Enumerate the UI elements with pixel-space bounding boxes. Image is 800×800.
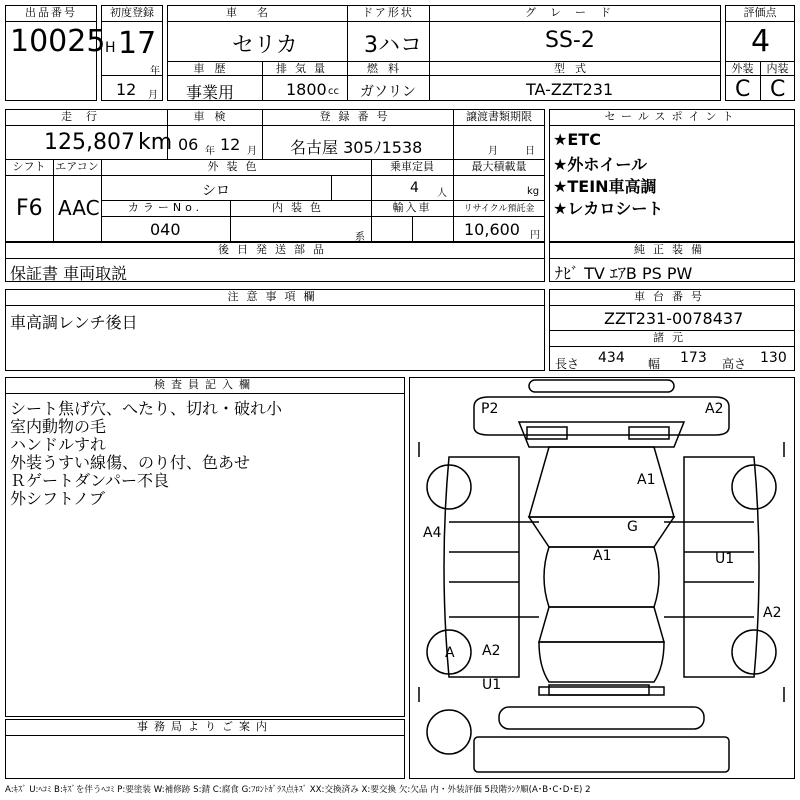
height: 130 (760, 350, 787, 366)
headlight-left (527, 427, 567, 439)
reg-label: 登録番号 (319, 110, 396, 123)
load-label: 最大積載量 (471, 160, 527, 173)
transfer-day-unit: 日 (525, 146, 535, 157)
mark-P2: P2 (481, 401, 499, 417)
inspector-line-2: 室内動物の毛 (10, 417, 107, 436)
mileage-label: 走行 (61, 110, 111, 123)
mark-A-wheel: A (445, 645, 455, 661)
sales-points-label: セールスポイント (604, 110, 740, 123)
model-label: 型式 (554, 62, 596, 75)
mileage-unit: km (138, 130, 173, 155)
transfer-month-unit: 月 (488, 146, 498, 157)
shift: F6 (16, 196, 43, 221)
rear-glass (539, 607, 664, 642)
equipment: ﾅﾋﾞ TV ｴｱB PS PW (555, 264, 693, 283)
chassis-divider3 (549, 346, 795, 347)
equip-divider (549, 258, 795, 259)
later-divider (5, 258, 545, 259)
inspector-line-6: 外シフトノブ (10, 489, 106, 508)
row1-line1 (167, 21, 721, 22)
chassis-label: 車台番号 (634, 290, 710, 303)
score-line1 (725, 21, 795, 22)
score-label: 評価点 (743, 6, 777, 19)
inspection-year-unit: 年 (205, 146, 215, 157)
chassis-number: ZZT231-0078437 (604, 309, 744, 328)
color-label: 外装色 (207, 160, 265, 173)
rear-bumper (499, 707, 704, 729)
door-type: 3ハコ (364, 33, 422, 58)
inspection-month-unit: 月 (247, 146, 257, 157)
mark-A4: A4 (423, 525, 442, 541)
capacity: 4 (410, 180, 419, 196)
first-reg-year: 17 (118, 26, 157, 61)
first-reg-divider (101, 21, 163, 22)
r2-v3 (453, 109, 454, 242)
wheel-rear-right (732, 630, 776, 674)
legend: A:ｷｽﾞ U:ﾍｺﾐ B:ｷｽﾞを伴うﾍｺﾐ P:要塗装 W:補修跡 S:錆 C:腐食 G:ﾌﾛﾝﾄｶﾞﾗｽ点ｷｽﾞ XX:交換済み X:要交換 欠:欠品 内・外装評価 5段階ﾗﾝｸ順(A･B･C･D･E) 2 (5, 785, 591, 795)
mark-U1-right: U1 (715, 551, 735, 567)
recycle: 10,600 (464, 220, 520, 239)
ac-label: エアコン (55, 160, 99, 173)
sales-divider (549, 125, 795, 126)
month-divider (101, 75, 163, 76)
length-label: 長さ (555, 357, 580, 371)
color-no: 040 (150, 220, 181, 239)
width: 173 (680, 350, 707, 366)
equipment-label: 純正装備 (634, 243, 710, 256)
interior-label: 内装 (766, 62, 789, 75)
sales-point-2: ★外ホイール (553, 155, 648, 174)
sales-point-1: ★ETC (553, 130, 601, 149)
import-label: 輸入車 (392, 201, 432, 214)
car-name: セリカ (232, 33, 298, 58)
lot-divider (5, 21, 97, 22)
inspection-month: 12 (220, 135, 241, 154)
grade: SS-2 (545, 28, 595, 53)
later-parts: 保証書 車両取説 (10, 264, 128, 283)
notes-divider (5, 305, 545, 306)
year-unit: 年 (150, 66, 160, 77)
recycle-label: リサイクル預託金 (463, 204, 535, 214)
sales-point-4: ★レカロシート (553, 199, 664, 218)
r2-v9 (412, 216, 413, 242)
load-unit: kg (527, 186, 540, 197)
grade-label: グレード (525, 6, 625, 19)
era: H (105, 40, 116, 56)
car-diagram (409, 377, 795, 779)
office-divider (5, 735, 405, 736)
inspector-line-3: ハンドルすれ (10, 435, 107, 454)
exterior-label: 外装 (731, 62, 754, 75)
r2-h5 (101, 216, 545, 217)
shift-label: シフト (12, 160, 46, 173)
recycle-unit: 円 (530, 230, 540, 241)
front-bumper-top (529, 380, 674, 392)
lot-number: 10025 (10, 24, 106, 59)
underbody (474, 737, 729, 772)
inspector-line-5: Ｒゲートダンパー不良 (10, 471, 170, 490)
height-label: 高さ (722, 357, 747, 371)
inspector-line-1: シート焦げ穴、へたり、切れ・破れ小 (10, 399, 283, 418)
inspector-line-4: 外装うすい線傷、のり付、色あせ (10, 453, 251, 472)
chassis-divider1 (549, 305, 795, 306)
lot-label: 出品番号 (25, 6, 77, 19)
mark-G: G (627, 519, 638, 535)
displacement-label: 排気量 (276, 62, 333, 75)
mark-A1-hood: A1 (637, 472, 656, 488)
ac: AAC (58, 196, 100, 220)
office-label: 事務局よりご案内 (137, 720, 273, 733)
right-body (684, 457, 759, 677)
month-unit: 月 (148, 90, 158, 101)
transfer-label: 譲渡書類期限 (466, 110, 532, 123)
inspector-label: 検査員記入欄 (154, 378, 256, 391)
specs-label: 諸元 (653, 331, 691, 344)
displacement-unit: cc (328, 86, 339, 97)
inspection-year: 06 (178, 135, 199, 154)
color: シロ (202, 183, 230, 199)
mark-A2-rear: A2 (482, 643, 501, 659)
notes-label: 注意事項欄 (227, 290, 323, 303)
interior-grade: C (770, 77, 786, 102)
door-label: ドア形状 (362, 6, 414, 19)
width-label: 幅 (648, 357, 661, 371)
first-reg-month: 12 (116, 80, 137, 99)
r2-v8 (331, 175, 332, 200)
mileage: 125,807 (44, 130, 135, 155)
mark-A2-front: A2 (705, 401, 724, 417)
mark-A1-roof: A1 (593, 548, 612, 564)
r2-h1 (5, 125, 545, 126)
car-name-label: 車名 (226, 6, 288, 19)
rear-garnish (539, 687, 664, 695)
fuel: ガソリン (360, 84, 416, 100)
model: TA-ZZT231 (526, 80, 614, 99)
headlight-right (629, 427, 669, 439)
reg-number: 名古屋 305ﾉ1538 (290, 138, 423, 157)
exterior-grade: C (735, 77, 751, 102)
history: 事業用 (186, 83, 235, 102)
sales-point-3: ★TEIN車高調 (553, 177, 657, 196)
score: 4 (751, 24, 771, 59)
later-parts-label: 後日発送部品 (218, 243, 332, 256)
rear-trunk (539, 642, 664, 682)
mark-U1-rear: U1 (482, 677, 502, 693)
r2-h3 (5, 175, 545, 176)
wheel-front-left (427, 465, 471, 509)
spare-wheel (427, 710, 471, 754)
windshield (529, 517, 674, 547)
inspection-label: 車検 (193, 110, 236, 123)
fuel-label: 燃料 (367, 62, 409, 75)
history-label: 車歴 (193, 62, 236, 75)
int-color-unit: 系 (355, 232, 365, 243)
first-reg-label: 初度登録 (110, 6, 154, 19)
capacity-unit: 人 (437, 188, 447, 199)
wheel-front-right (732, 465, 776, 509)
int-color-label: 内装色 (272, 201, 329, 214)
mark-A2-right: A2 (763, 605, 782, 621)
capacity-label: 乗車定員 (390, 160, 434, 173)
length: 434 (598, 350, 625, 366)
inspector-divider (5, 393, 405, 394)
color-no-label: カラーNo. (127, 201, 204, 214)
notes: 車高調レンチ後日 (10, 313, 138, 332)
front-outline (474, 397, 729, 435)
displacement: 1800 (286, 80, 327, 99)
